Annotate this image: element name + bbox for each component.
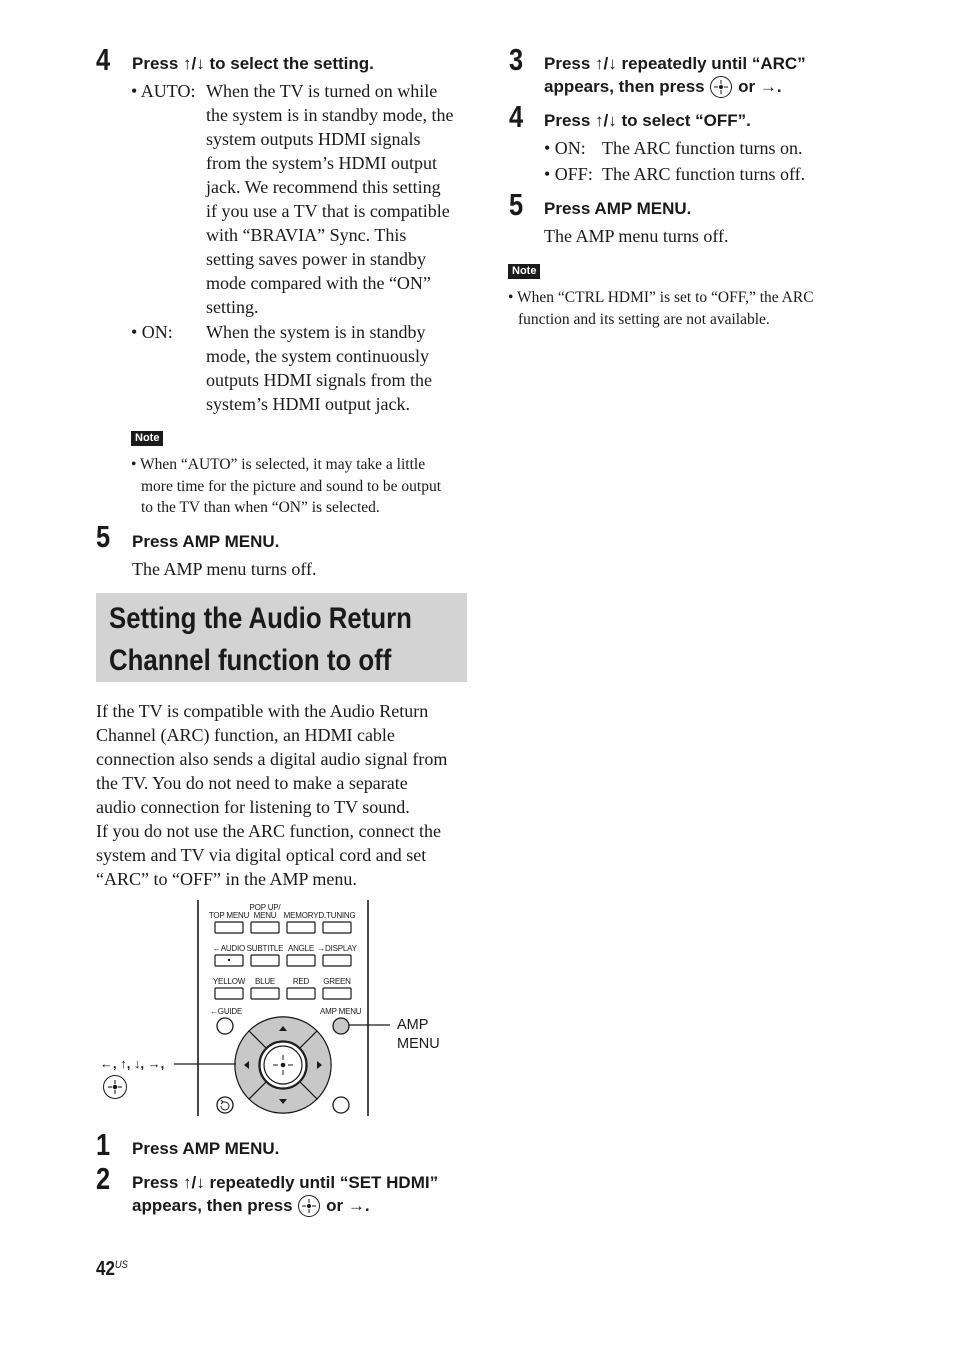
- text-line: setting.: [206, 297, 259, 317]
- text-line: mode, the system continuously: [206, 346, 429, 366]
- text-line: the TV. You do not need to make a separate: [96, 773, 408, 793]
- step-number: 5: [96, 519, 111, 554]
- text-line: to the TV than when “ON” is selected.: [141, 499, 380, 516]
- remote-label-green: GREEN: [323, 977, 351, 986]
- step-number: 3: [509, 42, 524, 77]
- remote-illustration: [96, 898, 456, 1118]
- step-heading-line: Press ↑/↓ repeatedly until “SET HDMI”: [132, 1173, 439, 1192]
- heading-text: or →.: [326, 1196, 370, 1215]
- step-text: The AMP menu turns off.: [544, 226, 729, 246]
- callout-text: MENU: [397, 1036, 440, 1052]
- text-line: mode compared with the “ON”: [206, 273, 431, 293]
- remote-label-amp-menu: AMP MENU: [320, 1007, 362, 1016]
- text-line: system’s HDMI output jack.: [206, 394, 410, 414]
- step-heading-line: [544, 75, 806, 98]
- page-number: [96, 1258, 128, 1281]
- step-heading-line: [132, 1194, 438, 1217]
- step-heading: Press AMP MENU.: [544, 199, 692, 218]
- text-line: outputs HDMI signals from the: [206, 370, 432, 390]
- note-text: [131, 454, 476, 519]
- auto-option: [131, 79, 476, 319]
- callout-text: AMP: [397, 1017, 429, 1033]
- remote-label-top-menu: TOP MENU: [208, 911, 250, 920]
- remote-button-red: [287, 988, 315, 999]
- step-heading-line: Press ↑/↓ repeatedly until “ARC”: [544, 54, 806, 73]
- auto-label: • AUTO:: [131, 81, 196, 101]
- remote-svg: [96, 898, 456, 1118]
- remote-button-yellow: [215, 988, 243, 999]
- remote-label-popup: POP UP/: [249, 903, 281, 912]
- remote-button-green: [323, 988, 351, 999]
- callout-amp-menu: [397, 1016, 440, 1054]
- remote-label-yellow: YELLOW: [212, 977, 246, 986]
- remote-label-menu: MENU: [253, 911, 277, 920]
- note-badge: Note: [131, 431, 163, 446]
- text-line: from the system’s HDMI output: [206, 153, 437, 173]
- step-heading: [132, 1171, 438, 1217]
- step-heading: Press ↑/↓ to select “OFF”.: [544, 111, 751, 130]
- step-heading: Press ↑/↓ to select the setting.: [132, 54, 374, 73]
- remote-label-blue: BLUE: [254, 977, 276, 986]
- remote-label-guide: ←GUIDE: [210, 1007, 243, 1016]
- text-line: the system is in standby mode, the: [206, 105, 454, 125]
- text-line: “ARC” to “OFF” in the AMP menu.: [96, 869, 357, 889]
- remote-button-amp-menu: [333, 1018, 349, 1034]
- remote-button-dtuning: [323, 922, 351, 933]
- section-title-line: Setting the Audio Return: [109, 602, 412, 635]
- page-suffix: US: [114, 1259, 128, 1271]
- text-line: with “BRAVIA” Sync. This: [206, 225, 407, 245]
- note-text: [508, 287, 868, 330]
- on-label: • ON:: [544, 138, 586, 158]
- remote-label-subtitle: SUBTITLE: [246, 944, 284, 953]
- step-number: 4: [96, 42, 111, 77]
- text-line: • When “CTRL HDMI” is set to “OFF,” the ARC: [508, 289, 814, 306]
- step-number: 1: [96, 1127, 111, 1162]
- on-label: • ON:: [131, 322, 173, 342]
- text-line: When the system is in standby: [206, 322, 426, 342]
- arc-on-option: [544, 136, 864, 160]
- remote-button-return: [217, 1097, 233, 1113]
- remote-label-audio: ←AUDIO: [212, 944, 246, 953]
- on-description: [206, 320, 432, 416]
- remote-label-angle: ANGLE: [287, 944, 315, 953]
- remote-button-subtitle: [251, 955, 279, 966]
- remote-button-popup-menu: [251, 922, 279, 933]
- enter-icon: [298, 1195, 320, 1217]
- text-line: setting saves power in standby: [206, 249, 426, 269]
- heading-text: appears, then press: [132, 1196, 293, 1215]
- step-heading: [544, 52, 806, 98]
- remote-button-top-menu: [215, 922, 243, 933]
- remote-button-memory: [287, 922, 315, 933]
- heading-text: or →.: [738, 77, 782, 96]
- text-line: function and its setting are not available.: [518, 310, 770, 328]
- text-line: • When “AUTO” is selected, it may take a little: [131, 456, 426, 473]
- heading-text: appears, then press: [544, 77, 705, 96]
- on-description: The ARC function turns on.: [602, 138, 803, 158]
- off-description: The ARC function turns off.: [602, 164, 806, 184]
- remote-label-display: →DISPLAY: [317, 944, 357, 953]
- note-badge: Note: [508, 264, 540, 279]
- text-line: system outputs HDMI signals: [206, 129, 421, 149]
- off-label: • OFF:: [544, 164, 593, 184]
- step-heading: Press AMP MENU.: [132, 532, 280, 551]
- text-line: audio connection for listening to TV sound.: [96, 797, 410, 817]
- step-number: 4: [509, 99, 524, 134]
- section-title-line: Channel function to off: [109, 644, 392, 677]
- remote-label-memory: MEMORY: [283, 911, 319, 920]
- auto-description: [206, 79, 453, 319]
- remote-label-red: RED: [292, 977, 310, 986]
- text-line: If the TV is compatible with the Audio Return: [96, 701, 429, 721]
- section-title: [109, 598, 462, 682]
- enter-icon: [102, 1075, 128, 1099]
- page-number-value: 42: [96, 1258, 115, 1280]
- text-line: connection also sends a digital audio signal from: [96, 749, 448, 769]
- section-paragraph: [96, 699, 476, 891]
- step-number: 5: [509, 187, 524, 222]
- remote-button-options: [333, 1097, 349, 1113]
- text-line: If you do not use the ARC function, connect the: [96, 821, 441, 841]
- step-text: The AMP menu turns off.: [132, 559, 317, 579]
- remote-button-angle: [287, 955, 315, 966]
- text-line: jack. We recommend this setting: [206, 177, 441, 197]
- on-option: [131, 320, 476, 416]
- step-number: 2: [96, 1161, 111, 1196]
- remote-label-dtuning: D.TUNING: [318, 911, 356, 920]
- remote-button-display: [323, 955, 351, 966]
- remote-button-guide: [217, 1018, 233, 1034]
- text-line: more time for the picture and sound to be output: [141, 477, 442, 495]
- text-line: if you use a TV that is compatible: [206, 201, 450, 221]
- text-line: When the TV is turned on while: [206, 81, 438, 101]
- callout-arrows: ←, ↑, ↓, →,: [100, 1056, 165, 1071]
- step-heading: Press AMP MENU.: [132, 1139, 280, 1158]
- text-line: system and TV via digital optical cord and set: [96, 845, 427, 865]
- enter-icon: [710, 76, 732, 98]
- remote-button-blue: [251, 988, 279, 999]
- arc-off-option: [544, 162, 864, 186]
- text-line: Channel (ARC) function, an HDMI cable: [96, 725, 395, 745]
